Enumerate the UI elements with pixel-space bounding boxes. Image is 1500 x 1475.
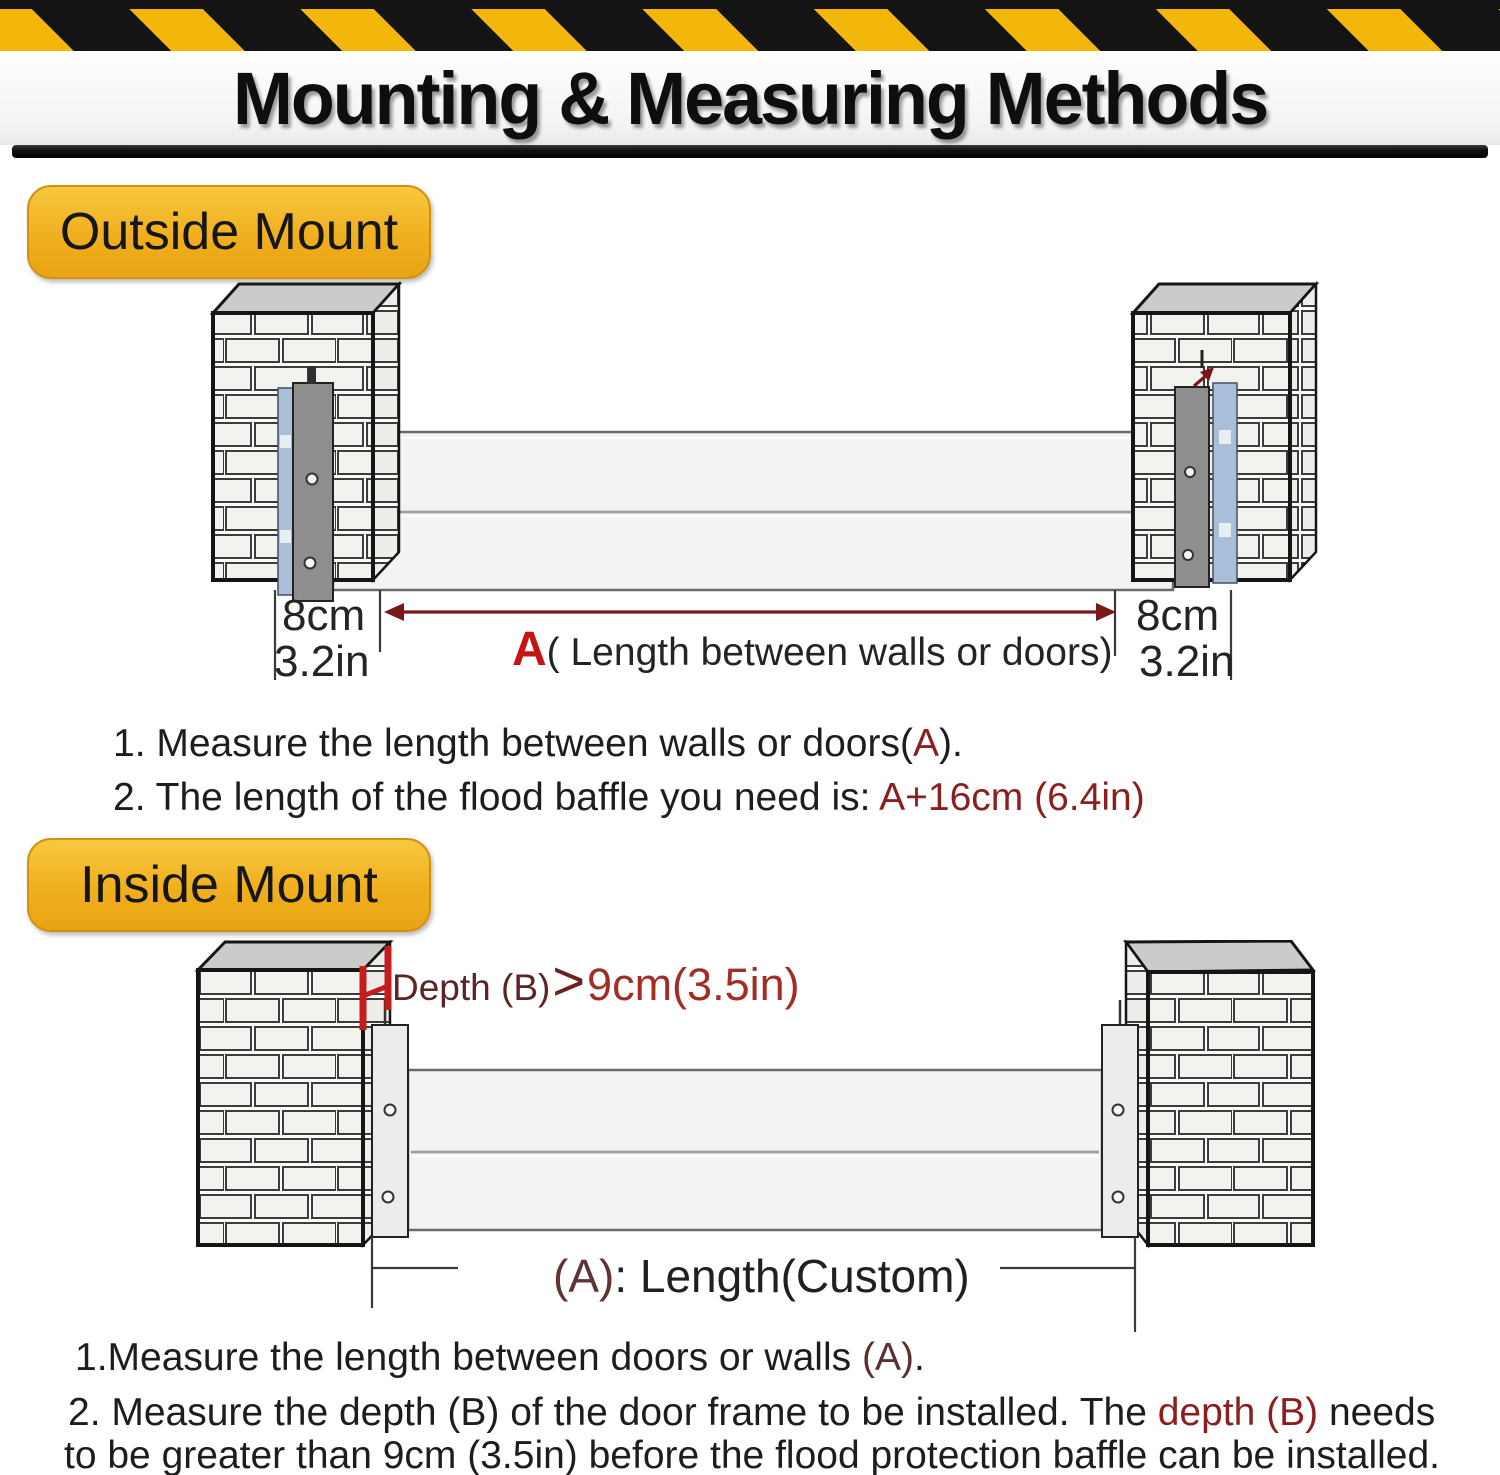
outside-left-in-label: 3.2in bbox=[274, 637, 370, 686]
outside-mount-badge bbox=[27, 185, 431, 279]
inside-instr1-end: . bbox=[913, 1336, 925, 1379]
mounting-bracket-left bbox=[293, 366, 333, 601]
inside-instr3-text: to be greater than 9cm (3.5in) before the flood protection baffle can be installed. bbox=[64, 1434, 1440, 1475]
outside-instruction-2 bbox=[113, 776, 1145, 820]
depth-label-value: 9cm(3.5in) bbox=[587, 959, 800, 1010]
length-custom-label bbox=[553, 1249, 970, 1303]
inside-instruction-3 bbox=[64, 1434, 1440, 1475]
span-a-letter: A bbox=[512, 623, 547, 676]
flood-barrier bbox=[333, 432, 1173, 590]
page-title: Mounting & Measuring Methods bbox=[232, 56, 1268, 140]
outside-instr2-highlight: A+16cm (6.4in) bbox=[879, 776, 1145, 819]
greater-than-sign: > bbox=[552, 949, 586, 1012]
seal-strip-right bbox=[1213, 383, 1237, 583]
outside-right-cm-label: 8cm bbox=[1136, 591, 1220, 640]
mounting-bracket-right bbox=[1175, 387, 1209, 587]
outside-instr1-text: 1. Measure the length between walls or doors( bbox=[113, 722, 913, 765]
flood-barrier bbox=[408, 1070, 1102, 1230]
length-label-a: (A) bbox=[553, 1250, 615, 1302]
brick-pillar-right bbox=[1126, 941, 1313, 1245]
span-a-text: ( Length between walls or doors) bbox=[546, 631, 1113, 674]
mounting-bracket-right bbox=[1102, 1000, 1138, 1237]
depth-b-label bbox=[392, 948, 800, 1013]
span-a-label bbox=[512, 622, 1112, 677]
depth-label-text: Depth (B) bbox=[392, 967, 551, 1008]
outside-instr1-highlight: A bbox=[912, 722, 939, 765]
inside-instr1-a: (A) bbox=[861, 1336, 914, 1379]
outside-right-in-label: 3.2in bbox=[1139, 637, 1235, 686]
mounting-bracket-left bbox=[372, 1000, 408, 1237]
outside-mount-badge-label: Outside Mount bbox=[59, 203, 399, 261]
hazard-stripe-banner bbox=[0, 9, 1500, 51]
title-underline bbox=[12, 145, 1488, 158]
title-band bbox=[0, 51, 1500, 145]
inside-instr2-highlight: depth (B) bbox=[1157, 1391, 1319, 1434]
inside-instr1-text: 1.Measure the length between doors or walls bbox=[75, 1336, 862, 1379]
inside-instruction-2 bbox=[68, 1391, 1435, 1435]
inside-mount-badge bbox=[27, 838, 431, 932]
seal-strip-left bbox=[278, 388, 293, 595]
top-black-bar bbox=[0, 0, 1500, 9]
outside-left-cm-label: 8cm bbox=[282, 591, 366, 640]
inside-instr2-end: needs bbox=[1318, 1391, 1436, 1434]
inside-mount-badge-label: Inside Mount bbox=[80, 856, 378, 914]
outside-instr1-end: ). bbox=[938, 722, 963, 765]
outside-instruction-1 bbox=[113, 722, 963, 766]
inside-instruction-1 bbox=[75, 1336, 925, 1380]
outside-instr2-text: 2. The length of the flood baffle you need is: bbox=[113, 776, 880, 819]
length-label-text: : Length(Custom) bbox=[614, 1250, 970, 1302]
inside-instr2-text: 2. Measure the depth (B) of the door frame to be installed. The bbox=[68, 1391, 1158, 1434]
